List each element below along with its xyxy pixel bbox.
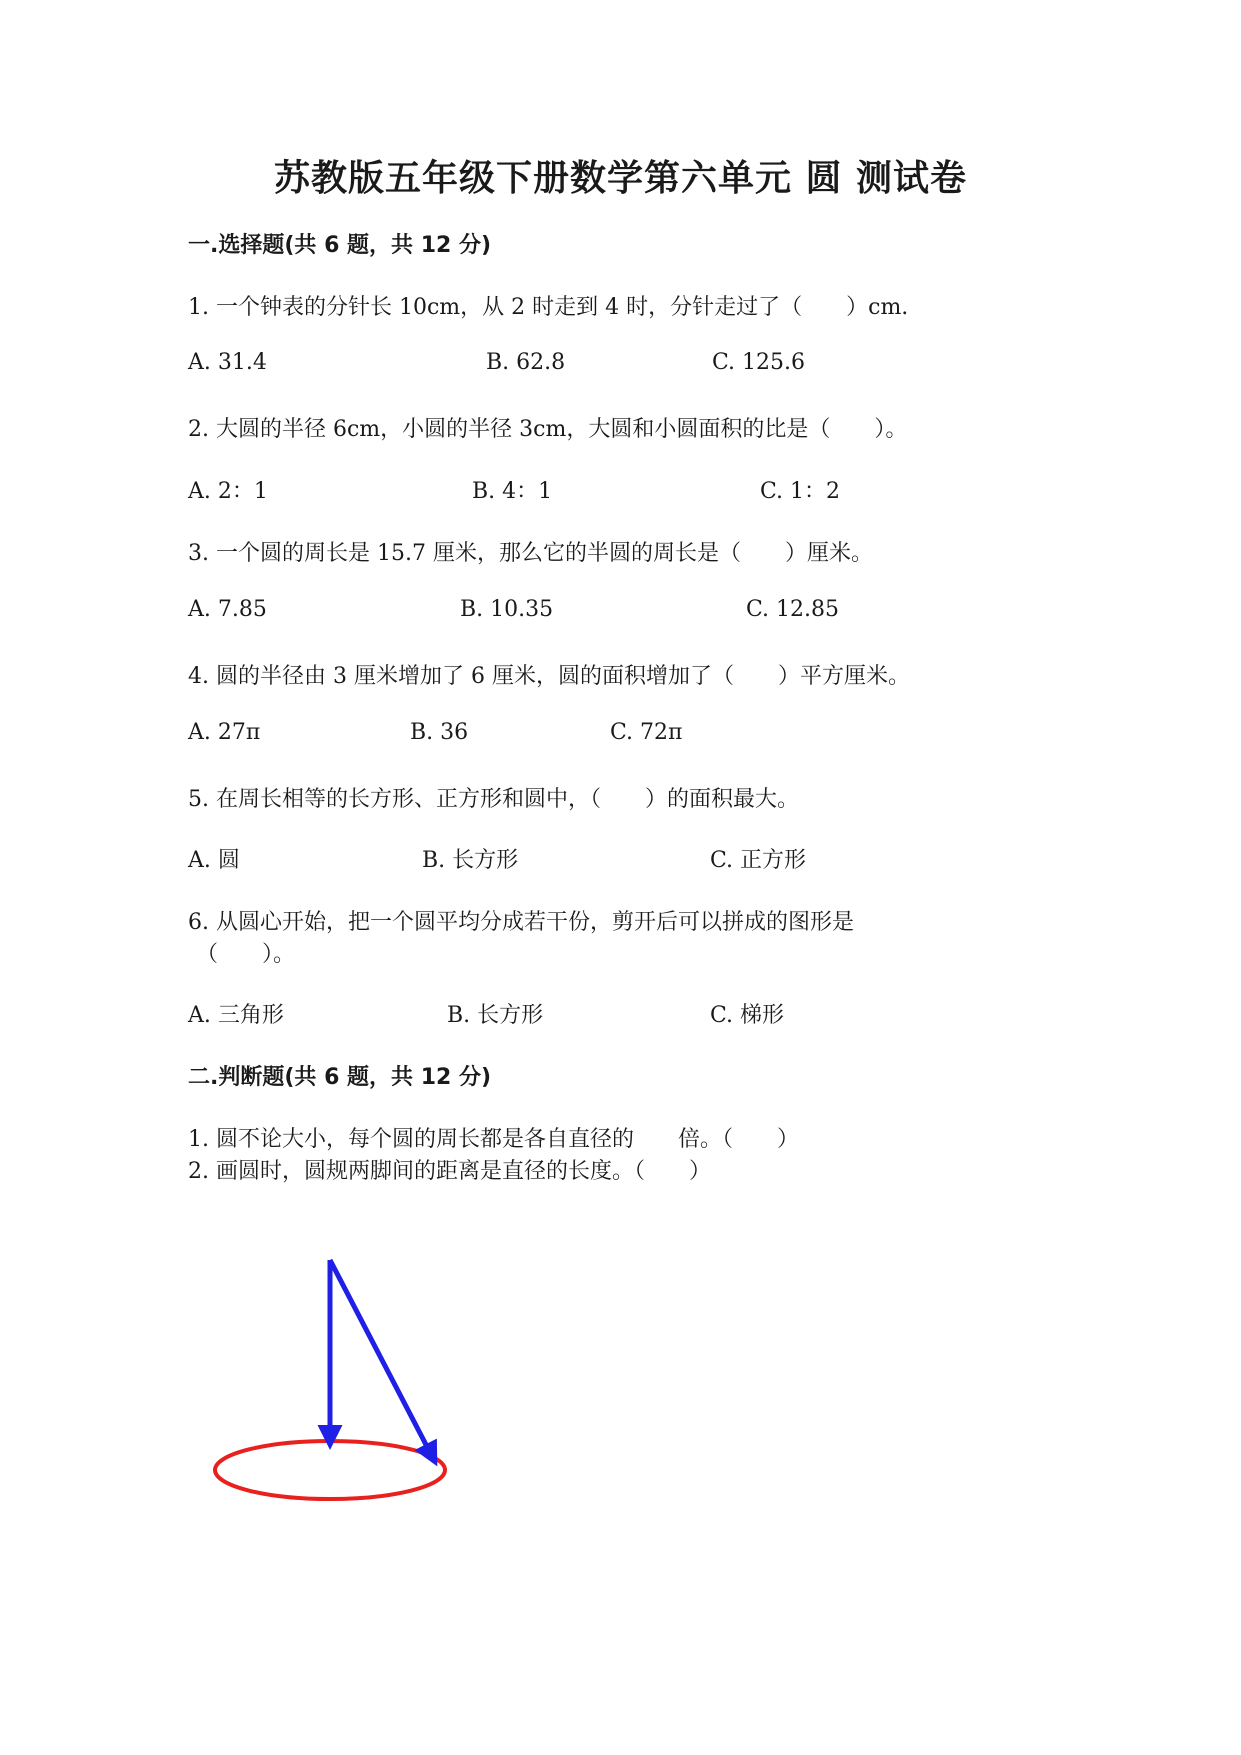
q5-option-c: C. 正方形 [710, 848, 807, 873]
judgement-question-2: 2. 画圆时，圆规两脚间的距离是直径的长度。（ ） [188, 1159, 711, 1184]
section-heading-judgement: 二.判断题(共 6 题，共 12 分) [188, 1065, 492, 1090]
q1-option-a: A. 31.4 [188, 350, 267, 375]
page-title: 苏教版五年级下册数学第六单元 圆 测试卷 [273, 158, 968, 199]
q1-option-b: B. 62.8 [486, 350, 566, 375]
question-6-continuation: （ ）。 [196, 942, 296, 967]
section-heading-choice: 一.选择题(共 6 题，共 12 分) [188, 233, 492, 258]
q4-option-c: C. 72π [610, 720, 683, 745]
question-4: 4. 圆的半径由 3 厘米增加了 6 厘米，圆的面积增加了（ ）平方厘米。 [188, 664, 910, 689]
q4-option-b: B. 36 [410, 720, 469, 745]
q2-option-a: A. 2：1 [188, 479, 268, 504]
question-3: 3. 一个圆的周长是 15.7 厘米，那么它的半圆的周长是（ ）厘米。 [188, 541, 873, 566]
question-6: 6. 从圆心开始，把一个圆平均分成若干份，剪开后可以拼成的图形是 [188, 910, 854, 935]
q4-option-a: A. 27π [188, 720, 261, 745]
slanted-arrow [330, 1260, 435, 1462]
question-5: 5. 在周长相等的长方形、正方形和圆中，（ ）的面积最大。 [188, 787, 799, 812]
question-1: 1. 一个钟表的分针长 10cm，从 2 时走到 4 时，分针走过了（ ）cm. [188, 295, 909, 320]
q5-option-b: B. 长方形 [422, 848, 519, 873]
q5-option-a: A. 圆 [188, 848, 240, 873]
q1-option-c: C. 125.6 [712, 350, 806, 375]
q2-option-c: C. 1：2 [760, 479, 841, 504]
q3-option-a: A. 7.85 [188, 597, 267, 622]
judgement-question-1: 1. 圆不论大小，每个圆的周长都是各自直径的 倍。（ ） [188, 1127, 799, 1152]
q2-option-b: B. 4：1 [472, 479, 553, 504]
q3-option-c: C. 12.85 [746, 597, 840, 622]
q6-option-a: A. 三角形 [188, 1003, 284, 1028]
compass-diagram [212, 1245, 472, 1515]
question-2: 2. 大圆的半径 6cm，小圆的半径 3cm，大圆和小圆面积的比是（ ）。 [188, 417, 908, 442]
q3-option-b: B. 10.35 [460, 597, 554, 622]
circle-outline [215, 1441, 445, 1499]
q6-option-c: C. 梯形 [710, 1003, 785, 1028]
q6-option-b: B. 长方形 [447, 1003, 544, 1028]
